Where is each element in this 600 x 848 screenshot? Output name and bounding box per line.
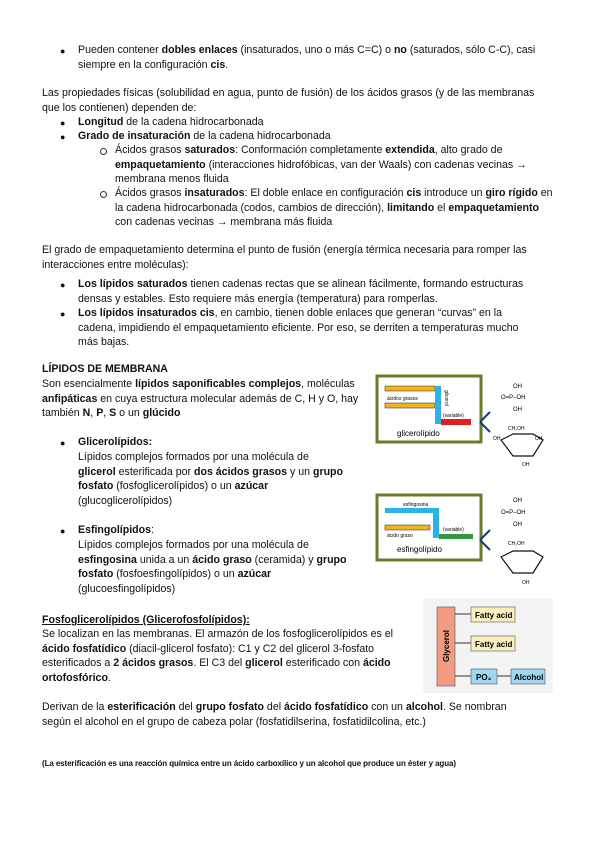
text: con cadenas vecinas → membrana más fluida bbox=[115, 216, 333, 229]
bold-text: azúcar bbox=[237, 568, 272, 581]
text: (fosfoglicerolípidos) o un bbox=[113, 480, 235, 493]
list-item-grado bbox=[78, 129, 331, 144]
bold-text: saturados bbox=[184, 144, 236, 156]
bold-text: Los lípidos insaturados cis bbox=[78, 307, 215, 319]
paragraph-fosfoglicerolipidos bbox=[42, 627, 422, 685]
svg-text:(variable): (variable) bbox=[443, 527, 464, 533]
bold-text: anfipáticas bbox=[42, 392, 98, 405]
svg-text:OH: OH bbox=[513, 522, 522, 528]
paragraph-double-bonds bbox=[78, 43, 548, 72]
text: el bbox=[434, 201, 449, 214]
text: con un bbox=[368, 701, 406, 713]
svg-text:esfingosina: esfingosina bbox=[403, 502, 429, 508]
text: en cuya estructura molecular además de C, H y O, hay también bbox=[42, 392, 359, 420]
text: Lípidos complejos formados por una molécula de bbox=[78, 539, 309, 551]
bold-text: S bbox=[109, 407, 117, 420]
esfingolipidos-title bbox=[78, 523, 154, 538]
bold-text: 2 ácidos grasos bbox=[113, 657, 194, 670]
svg-text:esfingolípido: esfingolípido bbox=[397, 545, 442, 554]
bullet: ● bbox=[60, 309, 66, 319]
text: Las propiedades físicas (solubilidad en agua, punto de fusión) de los ácidos grasos (y de las membranas que los contienen) dependen de: bbox=[42, 87, 535, 114]
text: tienen cadenas rectas que se alinean fácilmente, formando estructuras densas y estables. Esto requiere más energía (temperatura) para romperlas. bbox=[78, 278, 524, 305]
text: (glucoesfingolípidos) bbox=[78, 582, 176, 595]
svg-text:O=P–OH: O=P–OH bbox=[501, 510, 526, 516]
bold-text: ácido graso bbox=[192, 553, 252, 566]
bold-text: LÍPIDOS DE MEMBRANA bbox=[42, 363, 168, 375]
text: esterificada por bbox=[115, 465, 195, 478]
svg-text:ácido graso: ácido graso bbox=[387, 533, 413, 539]
svg-text:O=P–OH: O=P–OH bbox=[501, 395, 526, 401]
svg-text:OH: OH bbox=[522, 462, 530, 468]
paragraph-membrane-lipids bbox=[42, 377, 362, 421]
text: . Se nombran según el alcohol en el grupo de cabeza polar (fosfatidilserina, fosfatidilcolina, etc.) bbox=[42, 701, 507, 728]
bold-text: esfingosina bbox=[78, 553, 137, 566]
svg-text:Fatty acid: Fatty acid bbox=[475, 640, 513, 649]
bold-text: ácido ortofosfórico bbox=[42, 657, 391, 684]
text: (diacil-glicerol fosfato): C1 y C2 del glicerol 3-fosfato esterificados a bbox=[42, 642, 375, 670]
list-item-saturados bbox=[78, 277, 548, 306]
bold-text: dobles enlaces bbox=[161, 44, 238, 56]
bold-text: glicerol bbox=[245, 657, 283, 670]
bold-text: alcohol bbox=[405, 701, 443, 713]
esfingolipidos-body bbox=[78, 538, 348, 596]
glicerolipido-diagram bbox=[377, 376, 543, 468]
bold-text: grupo fosfato bbox=[195, 701, 264, 713]
glicerolipidos-title bbox=[78, 435, 152, 450]
bold-text: extendida bbox=[385, 144, 435, 156]
bullet: ● bbox=[60, 280, 66, 290]
svg-text:CH₂OH: CH₂OH bbox=[508, 541, 525, 547]
text: de la cadena hidrocarbonada bbox=[123, 116, 264, 128]
text: Lípidos complejos formados por una molécula de bbox=[78, 451, 309, 463]
esfingolipido-diagram bbox=[377, 495, 543, 586]
bold-text: no bbox=[393, 44, 407, 56]
svg-text:OH: OH bbox=[522, 580, 530, 586]
svg-text:Alcohol: Alcohol bbox=[514, 673, 544, 682]
sub-bullet bbox=[100, 148, 107, 155]
bullet: ● bbox=[60, 526, 66, 536]
bold-text: insaturados bbox=[184, 187, 245, 199]
bold-text: grupo fosfato bbox=[78, 553, 347, 581]
bullet: ● bbox=[60, 438, 66, 448]
text: (La esterificación es una reacción química entre un ácido carboxílico y un alcohol que produce un éster y agua) bbox=[42, 759, 456, 768]
bullet: ● bbox=[60, 132, 66, 142]
bold-text: Longitud bbox=[78, 116, 124, 128]
bold-text: P bbox=[96, 407, 104, 420]
text: unida a un bbox=[136, 553, 193, 566]
paragraph-packing bbox=[42, 243, 562, 272]
text: (interacciones hidrofóbicas, van der Waals) con cadenas vecinas → membrana menos fluida bbox=[115, 158, 527, 186]
text: , bbox=[103, 407, 110, 420]
svg-text:OH: OH bbox=[535, 436, 543, 442]
glicerolipidos-body bbox=[78, 450, 348, 508]
text: y un bbox=[287, 465, 313, 478]
text: Ácidos grasos bbox=[115, 144, 185, 156]
svg-text:(variable): (variable) bbox=[443, 413, 464, 419]
text: Derivan de la bbox=[42, 701, 108, 713]
svg-text:glicerolípido: glicerolípido bbox=[397, 429, 440, 438]
section-heading-lipidos-membrana bbox=[42, 362, 168, 377]
text: , alto grado de bbox=[434, 144, 503, 156]
text: (glucoglicerolípidos) bbox=[78, 494, 173, 507]
bold-text: ácido fosfatídico bbox=[42, 642, 127, 655]
bold-text: N bbox=[82, 407, 91, 420]
svg-text:Fatty acid: Fatty acid bbox=[475, 611, 513, 620]
bold-text: esterificación bbox=[107, 701, 176, 713]
bold-text: giro rígido bbox=[485, 187, 538, 199]
section-heading-fosfoglicerolipidos bbox=[42, 613, 250, 628]
bold-text: azúcar bbox=[234, 480, 269, 493]
bold-text: glúcido bbox=[142, 407, 181, 420]
bold-text: Fosfoglicerolípidos (Glicerofosfolípidos): bbox=[42, 614, 250, 626]
text: . bbox=[225, 58, 229, 71]
text: : Conformación completamente bbox=[235, 144, 386, 156]
bold-text: limitando bbox=[387, 201, 435, 214]
bold-text: empaquetamiento bbox=[448, 201, 539, 214]
phosphoglyceride-diagram bbox=[423, 598, 553, 693]
text: . bbox=[107, 671, 111, 684]
svg-text:Glycerol: Glycerol bbox=[442, 629, 451, 663]
svg-text:PO₄: PO₄ bbox=[476, 673, 492, 682]
bold-text: Los lípidos saturados bbox=[78, 278, 188, 290]
bold-text: Esfingolípidos bbox=[78, 524, 151, 536]
paragraph-physical-properties bbox=[42, 86, 542, 115]
text: (insaturados, uno o más C=C) o bbox=[237, 44, 394, 56]
svg-text:OH: OH bbox=[513, 384, 522, 390]
list-item-longitud bbox=[78, 115, 264, 130]
bold-text: glicerol bbox=[78, 465, 116, 478]
sub-item-saturados bbox=[115, 143, 555, 187]
bold-text: grupo fosfato bbox=[78, 465, 343, 493]
svg-text:CH₂OH: CH₂OH bbox=[508, 426, 525, 432]
text: Son esencialmente bbox=[42, 378, 136, 390]
text: del bbox=[263, 701, 285, 713]
bold-text: cis bbox=[406, 187, 422, 199]
bold-text: empaquetamiento bbox=[115, 158, 206, 171]
text: . El C3 del bbox=[193, 657, 246, 670]
text: Ácidos grasos bbox=[115, 187, 185, 199]
text: El grado de empaquetamiento determina el punto de fusión (energía térmica necesaria para romper las interacciones entre moléculas): bbox=[42, 244, 527, 271]
svg-text:OH: OH bbox=[513, 498, 522, 504]
lipid-structure-figure bbox=[365, 362, 560, 597]
bold-text: Grado de insaturación bbox=[78, 130, 191, 142]
bold-text: Glicerolípidos: bbox=[78, 436, 153, 448]
text: : bbox=[150, 524, 154, 536]
bold-text: lípidos saponificables complejos bbox=[135, 378, 302, 390]
sub-bullet bbox=[100, 191, 107, 198]
list-item-insaturados bbox=[78, 306, 538, 350]
svg-text:glicerol: glicerol bbox=[443, 390, 449, 406]
text: de la cadena hidrocarbonada bbox=[190, 130, 331, 142]
text: (ceramida) y bbox=[251, 553, 317, 566]
note-esterificacion bbox=[42, 757, 562, 772]
text: esterificado con bbox=[282, 657, 363, 670]
text: en la cadena hidrocarbonada (codos, cambios de dirección), bbox=[115, 187, 553, 214]
sub-item-insaturados bbox=[115, 186, 555, 230]
bullet: ● bbox=[60, 46, 66, 56]
text: o un bbox=[116, 407, 143, 420]
text: , bbox=[90, 407, 97, 420]
bold-text: dos ácidos grasos bbox=[194, 465, 288, 478]
text: Pueden contener bbox=[78, 44, 162, 56]
text: , en cambio, tienen doble enlaces que generan “curvas” en la cadena, impidiendo el empaquetamiento eficiente. Por eso, se derriten a temperaturas mucho más bajas. bbox=[78, 307, 519, 349]
text: introduce un bbox=[421, 187, 486, 199]
paragraph-derivan bbox=[42, 700, 512, 729]
svg-text:OH: OH bbox=[493, 436, 501, 442]
text: (fosfoesfingolípidos) o un bbox=[113, 568, 238, 581]
bold-text: cis bbox=[210, 58, 226, 71]
text: Se localizan en las membranas. El armazón de los fosfoglicerolípidos es el bbox=[42, 628, 393, 640]
text: del bbox=[175, 701, 196, 713]
svg-text:OH: OH bbox=[513, 407, 522, 413]
bullet: ● bbox=[60, 118, 66, 128]
text: (saturados, sólo C-C), casi siempre en la configuración bbox=[78, 44, 536, 71]
text: , moléculas bbox=[301, 378, 355, 390]
text: : El doble enlace en configuración bbox=[244, 187, 407, 199]
svg-text:ácidos grasos: ácidos grasos bbox=[387, 396, 418, 402]
bold-text: ácido fosfatídico bbox=[284, 701, 369, 713]
